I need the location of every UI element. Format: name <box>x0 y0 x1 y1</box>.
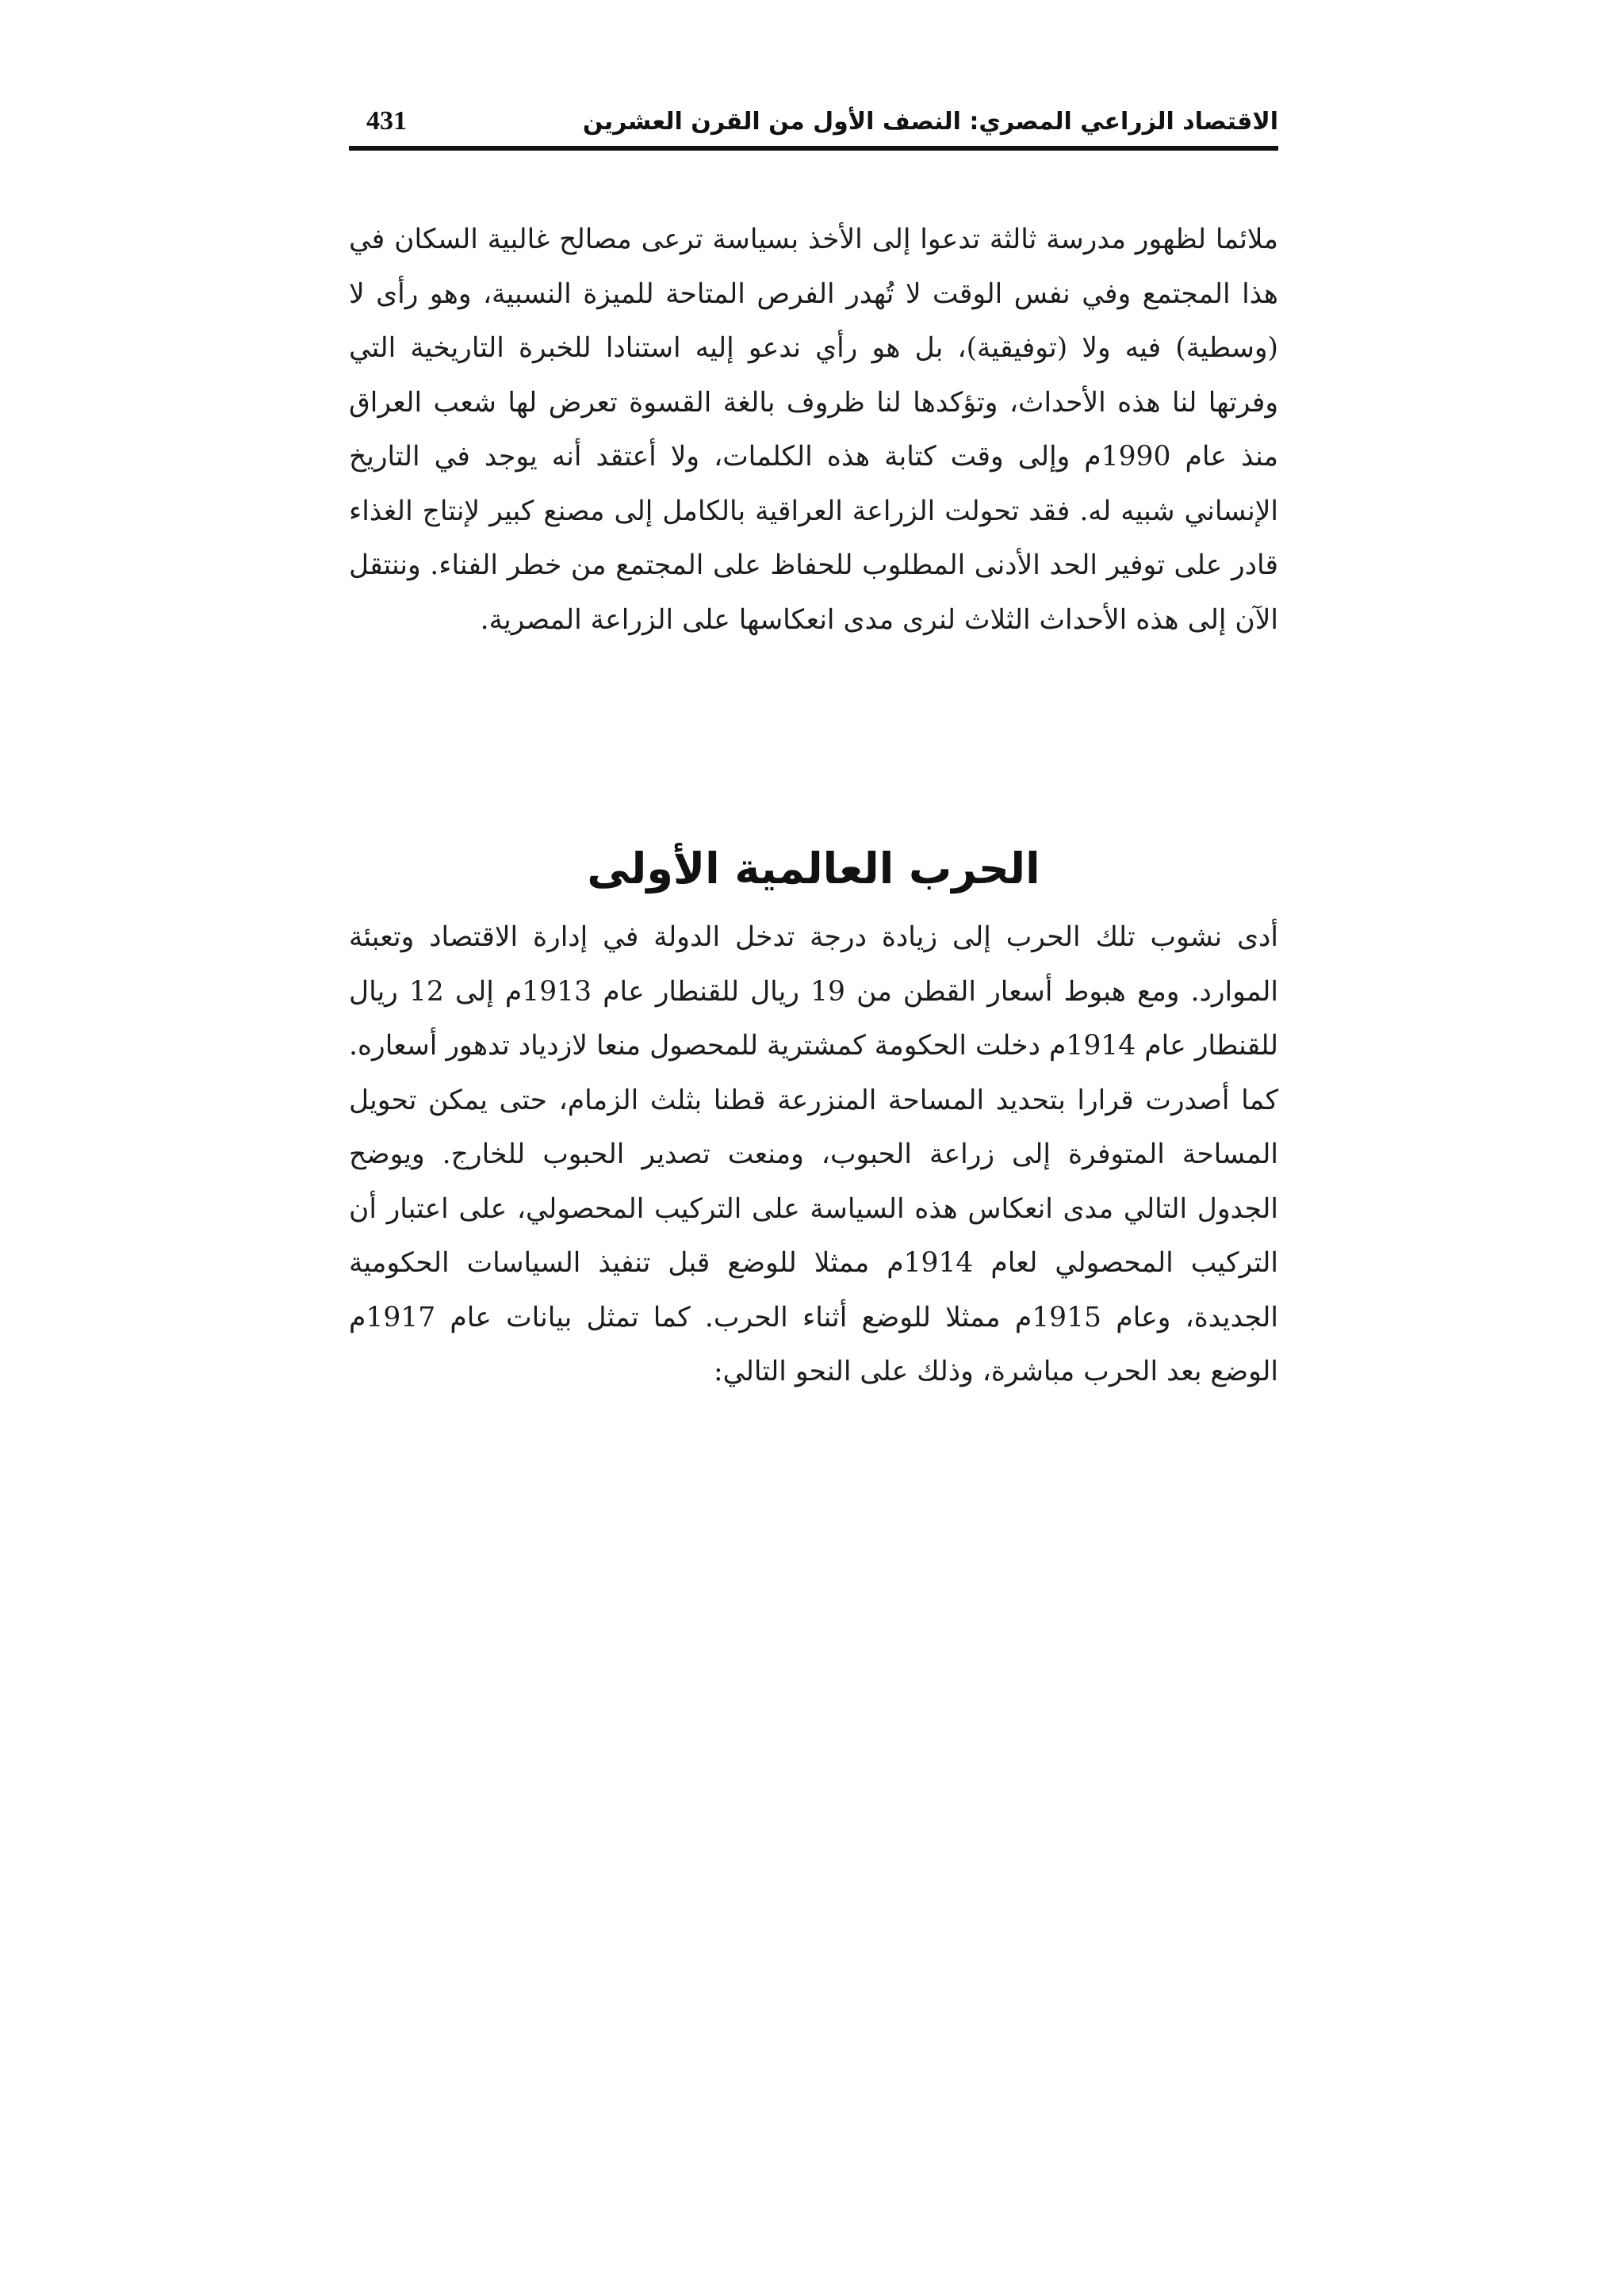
page-number: 431 <box>366 106 407 136</box>
running-title: الاقتصاد الزراعي المصري: النصف الأول من القرن العشرين <box>582 108 1278 136</box>
section-heading: الحرب العالمية الأولى <box>587 844 1040 894</box>
body-paragraph-1: ملائما لظهور مدرسة ثالثة تدعوا إلى الأخذ بسياسة ترعى مصالح غالبية السكان في هذا المجتمع وفي نفس الوقت لا تُهدر الفرص المتاحة للميزة النسبية، وهو رأى لا (وسطية) فيه ولا (توفيقية)، بل هو رأي ندعو إليه استنادا للخبرة التاريخية التي وفرتها لنا هذه الأحداث، وتؤكدها لنا ظروف بالغة القسوة تعرض لها شعب العراق منذ عام 1990م وإلى وقت كتابة هذه الكلمات، ولا أعتقد أنه يوجد في التاريخ الإنساني شبيه له. فقد تحولت الزراعة العراقية بالكامل إلى مصنع كبير لإنتاج الغذاء قادر على توفير الحد الأدنى المطلوب للحفاظ على المجتمع من خطر الفناء. وننتقل الآن إلى هذه الأحداث الثلاث لنرى مدى انعكاسها على الزراعة المصرية. <box>349 224 1279 636</box>
page-header <box>349 105 1278 151</box>
body-paragraph-2: أدى نشوب تلك الحرب إلى زيادة درجة تدخل الدولة في إدارة الاقتصاد وتعبئة الموارد. ومع هبوط أسعار القطن من 19 ريال للقنطار عام 1913م إلى 12 ريال للقنطار عام 1914م دخلت الحكومة كمشترية للمحصول منعا لازدياد تدهور أسعاره. كما أصدرت قرارا بتحديد المساحة المنزرعة قطنا بثلث الزمام، حتى يمكن تحويل المساحة المتوفرة إلى زراعة الحبوب، ومنعت تصدير الحبوب للخارج. ويوضح الجدول التالي مدى انعكاس هذه السياسة على التركيب المحصولي، على اعتبار أن التركيب المحصولي لعام 1914م ممثلا للوضع قبل تنفيذ السياسات الحكومية الجديدة، وعام 1915م ممثلا للوضع أثناء الحرب. كما تمثل بيانات عام 1917م الوضع بعد الحرب مباشرة، وذلك على النحو التالي: <box>349 921 1278 1387</box>
